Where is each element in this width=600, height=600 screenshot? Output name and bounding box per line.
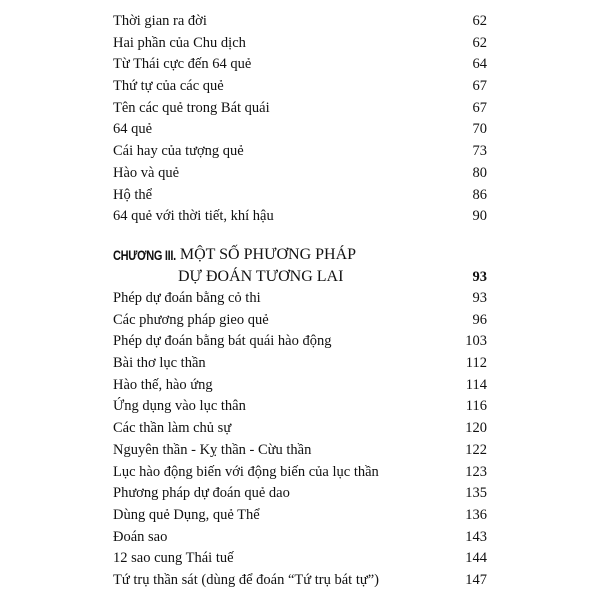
toc-entry bbox=[113, 527, 487, 549]
toc-entry bbox=[113, 548, 487, 570]
toc-entry bbox=[113, 33, 487, 55]
entry-title: Tứ trụ thần sát (dùng để đoán “Tứ trụ bát tự”) bbox=[113, 571, 379, 588]
entry-page: 136 bbox=[465, 506, 487, 523]
entry-page: 96 bbox=[472, 311, 487, 328]
entry-page: 73 bbox=[472, 143, 487, 160]
toc-entry bbox=[113, 483, 487, 505]
entry-page: 122 bbox=[465, 441, 487, 458]
toc-entry bbox=[113, 54, 487, 76]
chapter-title-cont: DỰ ĐOÁN TƯƠNG LAI bbox=[178, 268, 344, 285]
entry-title: Các thần làm chủ sự bbox=[113, 420, 232, 437]
entry-page: 120 bbox=[465, 420, 487, 437]
toc-entry bbox=[113, 185, 487, 207]
entry-page: 112 bbox=[465, 355, 487, 372]
toc-entry bbox=[113, 206, 487, 228]
toc-entry bbox=[113, 331, 487, 353]
entry-page: 147 bbox=[465, 571, 487, 588]
toc-entry bbox=[113, 76, 487, 98]
toc-list-before-chapter bbox=[113, 11, 487, 228]
entry-page: 123 bbox=[465, 463, 487, 480]
toc-entry bbox=[113, 310, 487, 332]
chapter-title-line1 bbox=[113, 244, 487, 266]
entry-title: Thời gian ra đời bbox=[113, 13, 207, 29]
entry-title: Thứ tự của các quẻ bbox=[113, 78, 224, 95]
entry-page: 67 bbox=[472, 78, 487, 95]
chapter-title: MỘT SỐ PHƯƠNG PHÁP bbox=[179, 246, 357, 263]
entry-title: Đoán sao bbox=[113, 528, 168, 545]
toc-list-chapter-entries bbox=[113, 288, 487, 592]
entry-page: 114 bbox=[465, 376, 487, 393]
toc-entry bbox=[113, 462, 487, 484]
entry-title: Các phương pháp gieo quẻ bbox=[113, 311, 269, 328]
entry-title: Dùng quẻ Dụng, quẻ Thể bbox=[113, 506, 260, 523]
entry-page: 93 bbox=[472, 290, 487, 306]
entry-page: 62 bbox=[472, 13, 487, 29]
entry-page: 62 bbox=[472, 34, 487, 51]
toc-entry bbox=[113, 163, 487, 185]
entry-page: 116 bbox=[465, 398, 487, 415]
toc-entry bbox=[113, 11, 487, 33]
entry-page: 144 bbox=[465, 550, 487, 567]
toc-entry bbox=[113, 353, 487, 375]
entry-title: Lục hào động biến với động biến của lục thần bbox=[113, 463, 379, 480]
entry-page: 90 bbox=[472, 208, 487, 225]
entry-title: Ứng dụng vào lục thân bbox=[113, 398, 246, 415]
toc-entry bbox=[113, 570, 487, 592]
toc-entry bbox=[113, 375, 487, 397]
entry-page: 67 bbox=[472, 99, 487, 116]
entry-title: Từ Thái cực đến 64 quẻ bbox=[113, 56, 252, 73]
entry-title: Hào và quẻ bbox=[113, 164, 180, 181]
toc-entry bbox=[113, 141, 487, 163]
entry-title: Nguyên thần - Kỵ thần - Cừu thần bbox=[113, 441, 312, 458]
chapter-page: 93 bbox=[472, 269, 487, 285]
toc-entry bbox=[113, 98, 487, 120]
entry-title: 64 quẻ bbox=[113, 121, 153, 138]
entry-page: 86 bbox=[472, 186, 487, 203]
entry-title: Cái hay của tượng quẻ bbox=[113, 143, 244, 160]
toc-entry bbox=[113, 440, 487, 462]
toc-entry bbox=[113, 505, 487, 527]
entry-page: 64 bbox=[472, 56, 487, 73]
entry-page: 70 bbox=[472, 121, 487, 138]
entry-page: 135 bbox=[465, 485, 487, 502]
entry-page: 80 bbox=[472, 164, 487, 181]
toc-entry bbox=[113, 119, 487, 141]
entry-title: Tên các quẻ trong Bát quái bbox=[113, 99, 270, 116]
toc-entry bbox=[113, 288, 487, 310]
toc-entry bbox=[113, 396, 487, 418]
entry-title: Phép dự đoán bằng cỏ thi bbox=[113, 290, 261, 306]
entry-page: 143 bbox=[465, 528, 487, 545]
entry-page: 103 bbox=[465, 333, 487, 350]
entry-title: 64 quẻ với thời tiết, khí hậu bbox=[113, 208, 274, 225]
entry-title: Phép dự đoán bằng bát quái hào động bbox=[113, 333, 332, 350]
entry-title: Hộ thể bbox=[113, 186, 153, 203]
entry-title: Hào thế, hào ứng bbox=[113, 376, 213, 393]
toc-entry bbox=[113, 418, 487, 440]
chapter-label: CHƯƠNG III. bbox=[113, 248, 176, 264]
entry-title: Bài thơ lục thần bbox=[113, 355, 206, 372]
chapter-heading bbox=[113, 244, 487, 288]
entry-title: Phương pháp dự đoán quẻ dao bbox=[113, 485, 290, 502]
entry-title: 12 sao cung Thái tuế bbox=[113, 550, 234, 567]
entry-title: Hai phần của Chu dịch bbox=[113, 34, 246, 51]
